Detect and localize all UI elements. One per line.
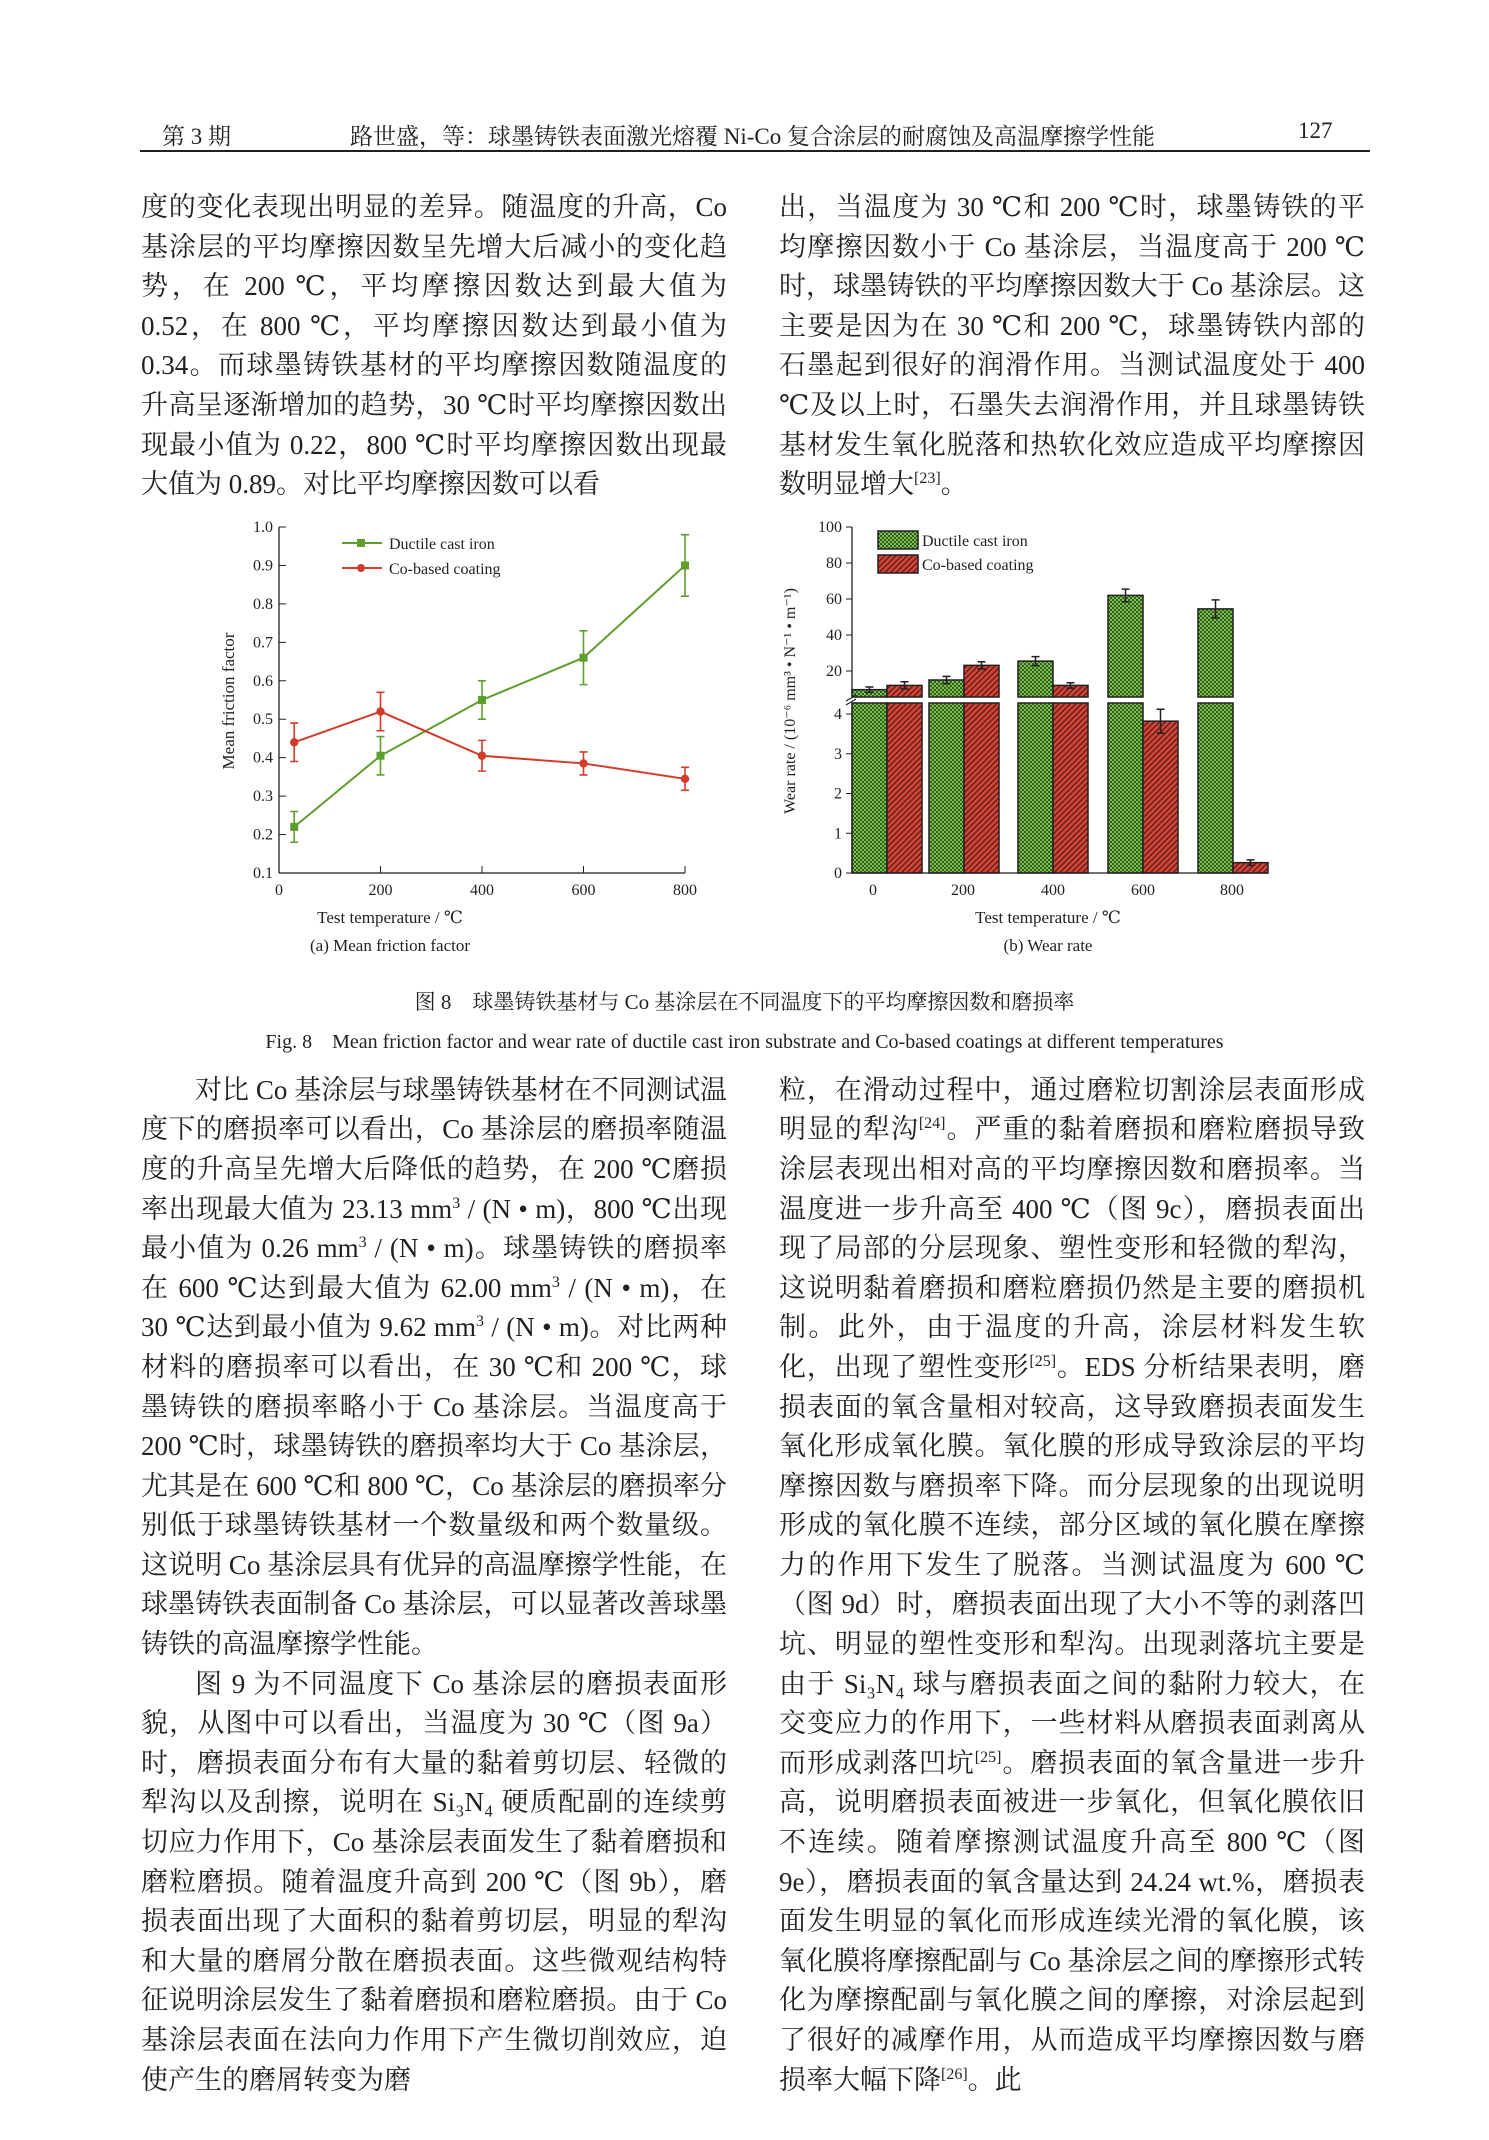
text-run: 。此 bbox=[967, 2064, 1022, 2095]
y-tick-label: 60 bbox=[826, 590, 842, 608]
y-axis-label: Mean friction factor bbox=[219, 632, 238, 770]
y-tick-label: 0.5 bbox=[253, 710, 273, 728]
citation-superscript: [26] bbox=[941, 2065, 968, 2083]
bar-lower-segment bbox=[929, 703, 964, 873]
bar bbox=[1198, 609, 1233, 697]
x-tick-label: 200 bbox=[951, 881, 975, 899]
text-run: 图 9 为不同温度下 Co 基涂层的磨损表面形貌，从图中可以看出，当温度为 30 ℃（图 9a）时，磨损表面分布有大量的黏着剪切层、轻微的犁沟以及刮擦，说明在 Si₃N₄ 硬质配副的连续剪切应力作用下，Co 基涂层表面发生了黏着磨损和磨粒磨损。随着温度升高到 200 ℃（图 9b），磨损表面出现了大面积的黏着剪切层，明显的犁沟和大量的磨屑分散在磨损表面。这些微观结构特征说明涂层发生了黏着磨损和磨粒磨损。由于 Co 基涂层表面在法向力作用下产生微切削效应，迫使产生的磨屑转变为磨 bbox=[141, 1668, 727, 2095]
y-tick-label: 0.1 bbox=[253, 864, 273, 882]
text-run: / (N • m)，800 ℃出现最小值为 0.26 mm bbox=[141, 1193, 727, 1264]
text-run: / (N • m)，在 30 ℃达到最小值为 9.62 mm bbox=[141, 1272, 727, 1343]
text-run: 出，当温度为 30 ℃和 200 ℃时，球墨铸铁的平均摩擦因数小于 Co 基涂层，当温度高于 200 ℃时，球墨铸铁的平均摩擦因数大于 Co 基涂层。这主要是因为在 30 ℃和 200 ℃，球墨铸铁内部的石墨起到很好的润滑作用。当测试温度处于 400 ℃及以上时，石墨失去润滑作用，并且球墨铸铁基材发生氧化脱落和热软化效应造成平均摩擦因数明显增大 bbox=[779, 192, 1365, 500]
legend-swatch-ductile bbox=[878, 531, 918, 549]
y-tick-label: 2 bbox=[834, 785, 842, 803]
bar bbox=[964, 665, 999, 697]
x-tick-label: 0 bbox=[275, 881, 283, 899]
text-run: 。严重的黏着磨损和磨粒磨损导致涂层表现出相对高的平均摩擦因数和磨损率。当温度进一步升高至 400 ℃（图 9c），磨损表面出现了局部的分层现象、塑性变形和轻微的犁沟，这说明黏着磨损和磨粒磨损仍然是主要的磨损机制。此外，由于温度的升高，涂层材料发生软化，出现了塑性变形 bbox=[779, 1114, 1366, 1382]
bar-lower-segment bbox=[1018, 703, 1053, 873]
citation-superscript: 3 bbox=[358, 1234, 367, 1252]
data-point bbox=[580, 653, 588, 661]
bar bbox=[1143, 721, 1178, 873]
text-run: 对比 Co 基涂层与球墨铸铁基材在不同测试温度下的磨损率可以看出，Co 基涂层的磨损率随温度的升高呈先增大后降低的趋势，在 200 ℃磨损率出现最大值为 23.13 mm bbox=[141, 1074, 727, 1224]
citation-superscript: [25] bbox=[1029, 1352, 1057, 1370]
figure-caption-cn: 图 8 球墨铸铁基材与 Co 基涂层在不同温度下的平均摩擦因数和磨损率 bbox=[414, 989, 1075, 1014]
figure-8 bbox=[141, 511, 1365, 971]
x-axis-label: Test temperature / ℃ bbox=[317, 907, 463, 927]
citation-superscript: 3 bbox=[475, 1313, 484, 1331]
page-number: 127 bbox=[1298, 118, 1333, 143]
data-point bbox=[681, 774, 689, 782]
data-point bbox=[290, 738, 298, 746]
citation-superscript: 3 bbox=[551, 1273, 560, 1291]
paragraph bbox=[141, 188, 727, 505]
legend-co-based-coating: Co-based coating bbox=[922, 556, 1034, 574]
bar-lower-segment bbox=[887, 703, 922, 873]
y-tick-label: 3 bbox=[834, 745, 842, 763]
data-point bbox=[478, 696, 486, 704]
text-run: / (N • m)。对比两种材料的磨损率可以看出，在 30 ℃和 200 ℃，球墨铸铁的磨损率略小于 Co 基涂层。当温度高于 200 ℃时，球墨铸铁的磨损率均大于 Co 基涂层，尤其是在 600 ℃和 800 ℃，Co 基涂层的磨损率分别低于球墨铸铁基材一个数量级和两个数量级。这说明 Co 基涂层具有优异的高温摩擦学性能，在球墨铸铁表面制备 Co 基涂层，可以显著改善球墨铸铁的高温摩擦学性能。 bbox=[141, 1312, 727, 1660]
y-axis-label: Wear rate / (10⁻⁶ mm³ • N⁻¹ • m⁻¹) bbox=[782, 587, 799, 814]
text-top-right bbox=[779, 188, 1365, 505]
x-tick-label: 600 bbox=[1131, 881, 1155, 899]
x-tick-label: 400 bbox=[1041, 881, 1065, 899]
legend-swatch-coating bbox=[878, 555, 918, 573]
y-tick-label: 100 bbox=[818, 518, 842, 536]
y-tick-label: 80 bbox=[826, 554, 842, 572]
paragraph bbox=[141, 1665, 727, 2101]
friction-factor-chart bbox=[200, 511, 720, 971]
bar-lower-segment bbox=[1198, 703, 1233, 873]
data-point bbox=[478, 751, 486, 759]
paragraph bbox=[779, 1071, 1365, 2100]
y-tick-label: 0.4 bbox=[253, 749, 273, 767]
text-run: / (N • m)。球墨铸铁的磨损率在 600 ℃达到最大值为 62.00 mm bbox=[141, 1233, 727, 1303]
bar-lower-segment bbox=[1053, 703, 1088, 873]
text-bottom-left bbox=[141, 1071, 727, 2100]
x-tick-label: 800 bbox=[1220, 881, 1244, 899]
series-line-1 bbox=[294, 711, 685, 778]
y-tick-label: 0.2 bbox=[253, 826, 273, 844]
citation-superscript: 3 bbox=[452, 1194, 461, 1212]
y-tick-label: 0.9 bbox=[253, 557, 273, 575]
top-text-columns bbox=[141, 188, 1365, 505]
y-tick-label: 0 bbox=[834, 864, 842, 882]
text-bottom-right bbox=[779, 1071, 1365, 2100]
text-run: 。EDS 分析结果表明，磨损表面的氧含量相对较高，这导致磨损表面发生氧化形成氧化膜。氧化膜的形成导致涂层的平均摩擦因数与磨损率下降。而分层现象的出现说明形成的氧化膜不连续，部分区域的氧化膜在摩擦力的作用下发生了脱落。当测试温度为 600 ℃（图 9d）时，磨损表面出现了大小不等的剥落凹坑、明显的塑性变形和犁沟。出现剥落坑主要是由于 Si₃N₄ 球与磨损表面之间的黏附力较大，在交变应力的作用下，一些材料从磨损表面剥离从而形成剥落凹坑 bbox=[779, 1351, 1366, 1778]
bar-lower-segment bbox=[964, 703, 999, 873]
running-title: 路世盛，等：球墨铸铁表面激光熔覆 Ni-Co 复合涂层的耐腐蚀及高温摩擦学性能 bbox=[350, 124, 1155, 149]
y-tick-label: 20 bbox=[826, 662, 842, 680]
chart-title: (b) Wear rate bbox=[1003, 935, 1093, 955]
figure-caption-en: Fig. 8 Mean friction factor and wear rate of ductile cast iron substrate and Co-based coatings at different temperatures bbox=[265, 1030, 1224, 1053]
x-tick-label: 400 bbox=[470, 881, 494, 899]
page-body bbox=[141, 0, 1365, 2140]
y-tick-label: 1 bbox=[834, 825, 842, 842]
text-run: 度的变化表现出明显的差异。随温度的升高，Co 基涂层的平均摩擦因数呈先增大后减小的变化趋势，在 200 ℃，平均摩擦因数达到最大值为 0.52，在 800 ℃，平均摩擦因数达到最小值为 0.34。而球墨铸铁基材的平均摩擦因数随温度的升高呈逐渐增加的趋势，30 ℃时平均摩擦因数出现最小值为 0.22，800 ℃时平均摩擦因数出现最大值为 0.89。对比平均摩擦因数可以看 bbox=[141, 192, 727, 500]
x-tick-label: 0 bbox=[869, 881, 877, 899]
y-tick-label: 4 bbox=[834, 705, 842, 723]
x-tick-label: 800 bbox=[673, 881, 697, 899]
citation-superscript: [25] bbox=[974, 1748, 1002, 1766]
legend-ductile-cast-iron: Ductile cast iron bbox=[922, 532, 1028, 550]
y-tick-label: 0.7 bbox=[253, 634, 273, 652]
data-point bbox=[377, 751, 385, 759]
legend-ductile-cast-iron: Ductile cast iron bbox=[389, 535, 495, 553]
bar-lower-segment bbox=[1108, 703, 1143, 873]
y-tick-label: 0.6 bbox=[253, 672, 273, 690]
text-run: 粒，在滑动过程中，通过磨粒切割涂层表面形成明显的犁沟 bbox=[779, 1074, 1365, 1145]
text-run: 。 bbox=[940, 469, 968, 500]
data-point bbox=[376, 707, 384, 715]
legend-marker-square bbox=[357, 539, 365, 547]
bar bbox=[1108, 595, 1143, 697]
text-run: 。磨损表面的氧含量进一步升高，说明磨损表面被进一步氧化，但氧化膜依旧不连续。随着摩擦测试温度升高至 800 ℃（图 9e），磨损表面的氧含量达到 24.24 wt.%，磨损表面发生明显的氧化而形成连续光滑的氧化膜，该氧化膜将摩擦配副与 Co 基涂层之间的摩擦形式转化为摩擦配副与氧化膜之间的摩擦，对涂层起到了很好的减摩作用，从而造成平均摩擦因数与磨损率大幅下降 bbox=[779, 1747, 1366, 2095]
legend-co-based-coating: Co-based coating bbox=[389, 560, 501, 578]
wear-rate-chart bbox=[770, 511, 1290, 971]
y-tick-label: 0.8 bbox=[253, 595, 273, 613]
citation-superscript: [23] bbox=[914, 470, 941, 488]
issue-number: 第 3 期 bbox=[162, 124, 231, 149]
paragraph bbox=[779, 188, 1365, 505]
x-tick-label: 200 bbox=[368, 881, 393, 899]
bar bbox=[1018, 661, 1053, 697]
series-line-0 bbox=[294, 565, 685, 826]
x-tick-label: 600 bbox=[571, 881, 596, 899]
citation-superscript: [24] bbox=[918, 1115, 946, 1133]
data-point bbox=[681, 561, 689, 569]
x-axis-label: Test temperature / ℃ bbox=[975, 907, 1121, 927]
y-tick-label: 1.0 bbox=[253, 518, 273, 536]
legend-marker-circle bbox=[357, 564, 365, 572]
y-tick-label: 40 bbox=[826, 626, 842, 644]
bottom-text-columns bbox=[141, 1071, 1365, 2100]
chart-title: (a) Mean friction factor bbox=[310, 935, 470, 955]
y-tick-label: 0.3 bbox=[253, 787, 273, 805]
data-point bbox=[290, 823, 298, 831]
text-top-left bbox=[141, 188, 727, 505]
bar-lower-segment bbox=[852, 703, 887, 873]
paragraph bbox=[141, 1071, 727, 1665]
data-point bbox=[579, 759, 587, 767]
